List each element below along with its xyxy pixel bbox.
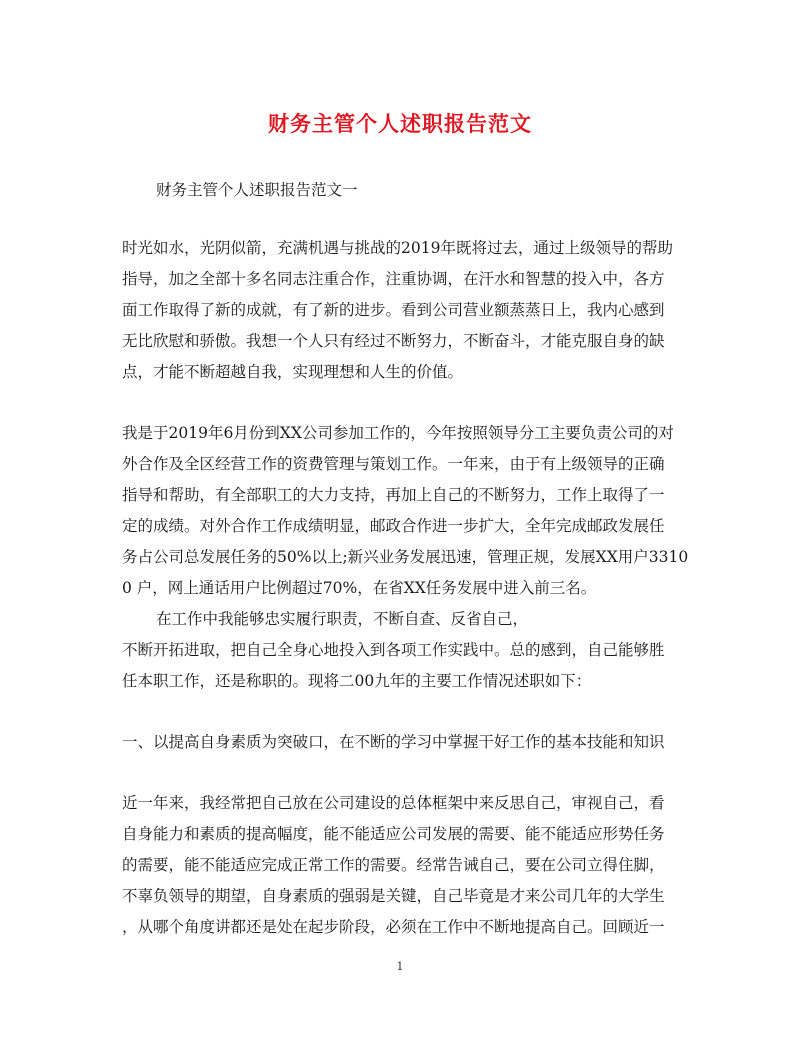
page-number: 1 xyxy=(396,960,404,973)
paragraph4-line: ，从哪个角度讲都还是处在起步阶段，必须在工作中不断地提高自己。回顾近一 xyxy=(122,918,665,936)
paragraph1-line: 时光如水，光阴似箭，充满机遇与挑战的2019年既将过去，通过上级领导的帮助 xyxy=(122,239,673,257)
paragraph2-line: 务占公司总发展任务的50%以上;新兴业务发展迅速，管理正规，发展XX用户3310 xyxy=(122,548,689,566)
paragraph3-line: 在工作中我能够忠实履行职责，不断自查、反省自己， xyxy=(156,610,529,628)
section-heading: 一、以提高自身素质为突破口，在不断的学习中掌握干好工作的基本技能和知识 xyxy=(122,733,665,751)
paragraph4-line: 不辜负领导的期望，自身素质的强弱是关键，自己毕竟是才来公司几年的大学生 xyxy=(122,887,665,905)
paragraph1-line: 指导，加之全部十多名同志注重合作，注重协调，在汗水和智慧的投入中，各方 xyxy=(122,270,665,288)
document-subtitle: 财务主管个人述职报告范文一 xyxy=(156,181,358,199)
paragraph1-line: 面工作取得了新的成就，有了新的进步。看到公司营业额蒸蒸日上，我内心感到 xyxy=(122,301,665,319)
paragraph2-line: 0 户，网上通话用户比例超过70%，在省XX任务发展中进入前三名。 xyxy=(122,579,597,597)
paragraph3-line: 任本职工作，还是称职的。现将二00九年的主要工作情况述职如下： xyxy=(122,672,592,690)
paragraph2-line: 我是于2019年6月份到XX公司参加工作的，今年按照领导分工主要负责公司的对 xyxy=(122,424,674,442)
paragraph4-line: 近一年来，我经常把自己放在公司建设的总体框架中来反思自己，审视自己，看 xyxy=(122,794,665,812)
paragraph2-line: 指导和帮助，有全部职工的大力支持，再加上自己的不断努力，工作上取得了一 xyxy=(122,486,665,504)
document-title: 财务主管个人述职报告范文 xyxy=(268,111,532,136)
paragraph2-line: 外合作及全区经营工作的资费管理与策划工作。一年来，由于有上级领导的正确 xyxy=(122,455,665,473)
paragraph2-line: 定的成绩。对外合作工作成绩明显，邮政合作进一步扩大，全年完成邮政发展任 xyxy=(122,517,665,535)
paragraph1-line: 无比欣慰和骄傲。我想一个人只有经过不断努力，不断奋斗，才能克服自身的缺 xyxy=(122,332,665,350)
paragraph3-line: 不断开拓进取，把自己全身心地投入到各项工作实践中。总的感到，自己能够胜 xyxy=(122,641,665,659)
paragraph1-line: 点，才能不断超越自我，实现理想和人生的价值。 xyxy=(122,363,464,381)
paragraph4-line: 的需要，能不能适应完成正常工作的需要。经常告诫自己，要在公司立得住脚， xyxy=(122,856,665,874)
paragraph4-line: 自身能力和素质的提高幅度，能不能适应公司发展的需要、能不能适应形势任务 xyxy=(122,825,665,843)
